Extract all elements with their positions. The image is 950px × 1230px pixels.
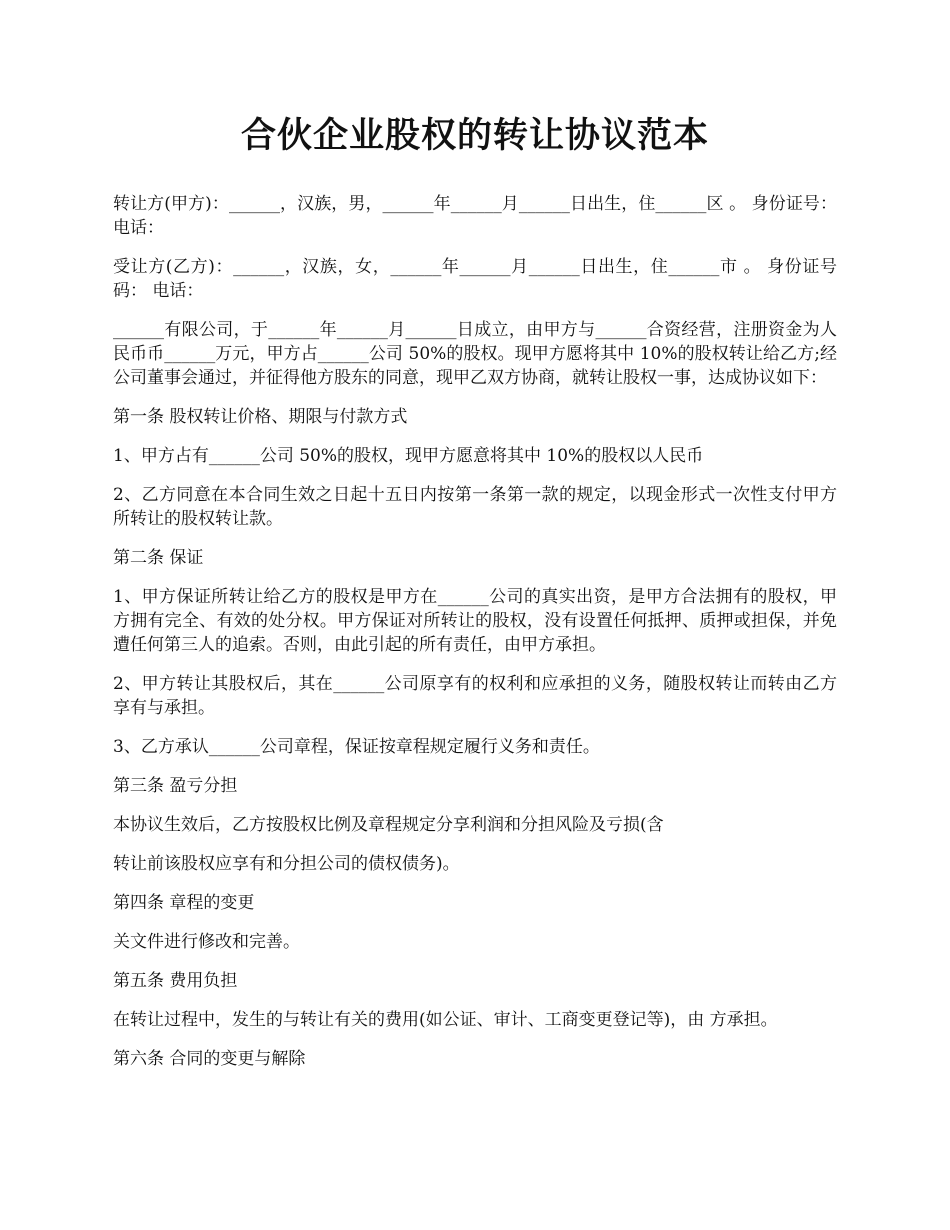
article-5-body: 在转让过程中，发生的与转让有关的费用(如公证、审计、工商变更登记等)，由 方承担。	[113, 1010, 778, 1030]
preamble-paragraph: ______有限公司，于______年______月______日成立，由甲方与______合资经营，注册资金为人民币币______万元，甲方占______公司 50%的股权。现甲方愿将其中 10%的股权转让给乙方;经公司董事会通过，并征得他方股东的同意，现甲乙双方协商，就转让股权一事，达成协议如下：	[113, 320, 837, 388]
article-4-body: 关文件进行修改和完善。	[113, 932, 300, 952]
article-2-clause-1: 1、甲方保证所转让给乙方的股权是甲方在______公司的真实出资，是甲方合法拥有的股权，甲方拥有完全、有效的处分权。甲方保证对所转让的股权，没有设置任何抵押、质押或担保，并免遭任何第三人的追索。否则，由此引起的所有责任，由甲方承担。	[113, 587, 837, 655]
document-page	[113, 112, 843, 1086]
article-3-heading: 第三条 盈亏分担	[113, 776, 238, 796]
article-3-body-line-2: 转让前该股权应享有和分担公司的债权债务)。	[113, 854, 460, 874]
article-2-clause-3: 3、乙方承认______公司章程，保证按章程规定履行义务和责任。	[113, 737, 600, 757]
article-2-clause-2: 2、甲方转让其股权后，其在______公司原享有的权利和应承担的义务，随股权转让而转由乙方享有与承担。	[113, 674, 837, 718]
article-6-heading: 第六条 合同的变更与解除	[113, 1049, 306, 1069]
article-2-heading: 第二条 保证	[113, 548, 204, 568]
article-3-body-line-1: 本协议生效后，乙方按股权比例及章程规定分享利润和分担风险及亏损(含	[113, 815, 664, 835]
party-b-info: 受让方(乙方)：______，汉族，女，______年______月______日出生，住______市 。 身份证号码： 电话：	[113, 257, 837, 301]
article-1-heading: 第一条 股权转让价格、期限与付款方式	[113, 407, 408, 427]
article-4-heading: 第四条 章程的变更	[113, 893, 255, 913]
party-a-info: 转让方(甲方)：______，汉族，男，______年______月______日出生，住______区 。 身份证号： 电话：	[113, 194, 843, 238]
document-title: 合伙企业股权的转让协议范本	[240, 115, 709, 156]
article-1-clause-1: 1、甲方占有______公司 50%的股权，现甲方愿意将其中 10%的股权以人民币	[113, 446, 704, 466]
article-1-clause-2: 2、乙方同意在本合同生效之日起十五日内按第一条第一款的规定，以现金形式一次性支付甲方所转让的股权转让款。	[113, 485, 837, 529]
article-5-heading: 第五条 费用负担	[113, 971, 238, 991]
